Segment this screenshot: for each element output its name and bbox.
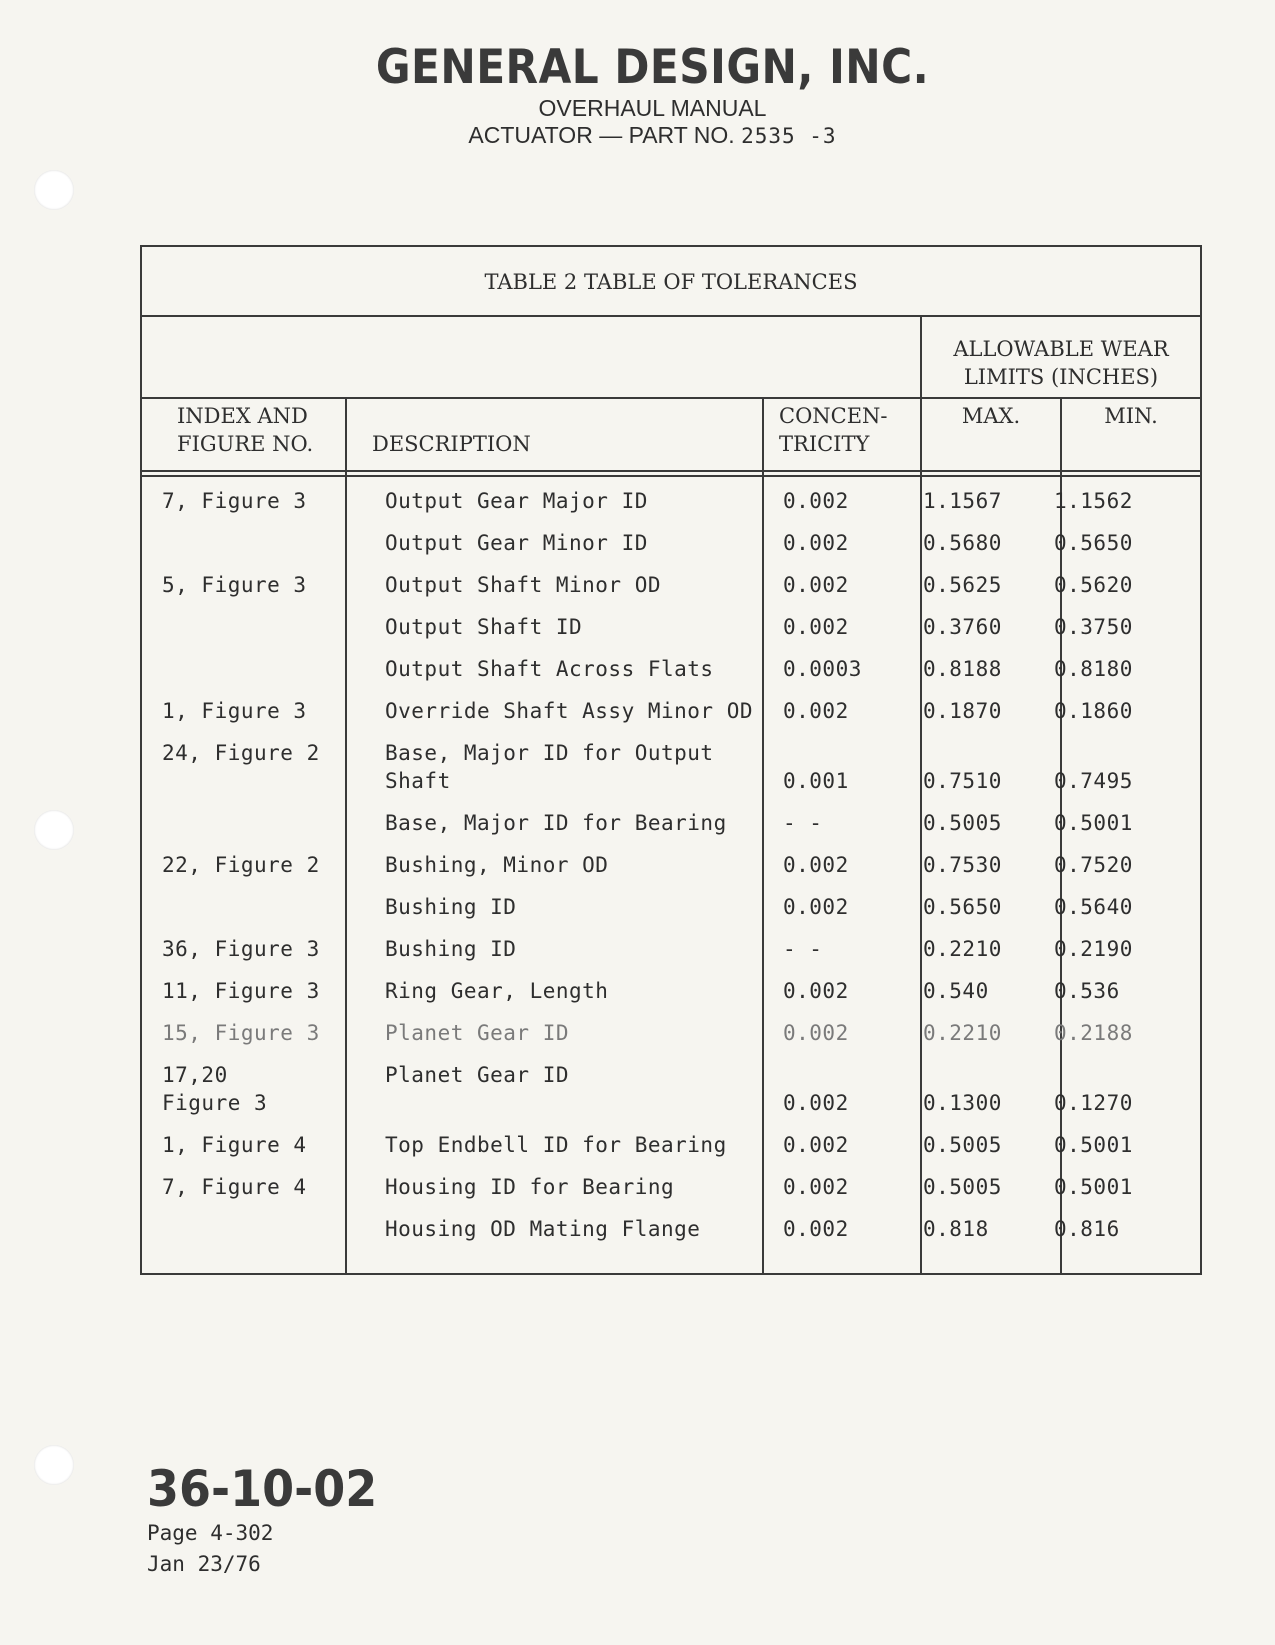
- cell-description: Bushing ID: [385, 937, 517, 961]
- cell-description: Ring Gear, Length: [385, 979, 609, 1003]
- page-footer: [147, 1460, 397, 1580]
- cell-description: Output Gear Minor ID: [385, 531, 648, 555]
- col-header-max: MAX.: [961, 404, 1021, 428]
- tolerances-table: [140, 245, 1202, 1275]
- cell-concentricity: 0.002: [783, 979, 849, 1003]
- cell-index: 7, Figure 4: [162, 1175, 307, 1199]
- cell-concentricity: 0.001: [783, 769, 849, 793]
- cell-concentricity: 0.002: [783, 853, 849, 877]
- col-header-concentricity: [779, 402, 888, 458]
- binder-hole: [34, 170, 74, 210]
- cell-index: 1, Figure 3: [162, 699, 307, 723]
- table-row: [142, 809, 1200, 837]
- cell-description: Base, Major ID for Output: [385, 741, 714, 765]
- cell-max: 0.5005: [923, 1133, 1002, 1157]
- cell-description: Bushing, Minor OD: [385, 853, 609, 877]
- part-number: 2535 -3: [741, 124, 837, 148]
- col-header-line: CONCEN-: [779, 404, 888, 428]
- manual-title: OVERHAUL MANUAL: [538, 95, 767, 121]
- cell-description: Bushing ID: [385, 895, 517, 919]
- cell-concentricity: 0.002: [783, 895, 849, 919]
- binder-hole: [34, 810, 74, 850]
- cell-min: 0.5001: [1054, 811, 1133, 835]
- cell-description: Planet Gear ID: [385, 1063, 570, 1087]
- cell-concentricity: 0.002: [783, 615, 849, 639]
- cell-index: 36, Figure 3: [162, 937, 320, 961]
- cell-index: 7, Figure 3: [162, 489, 307, 513]
- cell-index: 22, Figure 2: [162, 853, 320, 877]
- cell-max: 0.1870: [923, 699, 1002, 723]
- cell-min: 0.5001: [1054, 1175, 1133, 1199]
- table-row: [142, 571, 1200, 599]
- cell-max: 0.5650: [923, 895, 1002, 919]
- cell-min: 0.5001: [1054, 1133, 1133, 1157]
- col-header-line: TRICITY: [779, 432, 870, 456]
- table-row: [142, 487, 1200, 515]
- part-prefix: ACTUATOR — PART NO.: [468, 122, 735, 148]
- col-header-line: FIGURE NO.: [177, 432, 314, 456]
- table-row: [142, 935, 1200, 963]
- table-title: TABLE 2 TABLE OF TOLERANCES: [484, 270, 858, 294]
- cell-min: 1.1562: [1054, 489, 1133, 513]
- doc-number: 36-10-02: [147, 1460, 378, 1518]
- cell-min: 0.5650: [1054, 531, 1133, 555]
- table-row: [142, 1061, 1200, 1117]
- cell-min: 0.5620: [1054, 573, 1133, 597]
- company-name: GENERAL DESIGN, INC.: [375, 40, 930, 95]
- cell-concentricity: 0.002: [783, 699, 849, 723]
- cell-description: Override Shaft Assy Minor OD: [385, 699, 754, 723]
- cell-min: 0.816: [1054, 1217, 1120, 1241]
- cell-index: 24, Figure 2: [162, 741, 320, 765]
- table-row: [142, 739, 1200, 795]
- cell-max: 0.540: [923, 979, 989, 1003]
- table-row: [142, 851, 1200, 879]
- cell-concentricity: - -: [783, 811, 823, 835]
- cell-description: Planet Gear ID: [385, 1021, 570, 1045]
- cell-description: Output Shaft Across Flats: [385, 657, 714, 681]
- cell-concentricity: 0.0003: [783, 657, 862, 681]
- part-line: [30, 122, 1275, 150]
- cell-min: 0.8180: [1054, 657, 1133, 681]
- table-row: [142, 893, 1200, 921]
- col-header-line: INDEX AND: [177, 404, 308, 428]
- cell-concentricity: 0.002: [783, 531, 849, 555]
- cell-concentricity: - -: [783, 937, 823, 961]
- page-header: [0, 40, 1275, 150]
- table-row: [142, 697, 1200, 725]
- cell-concentricity: 0.002: [783, 1217, 849, 1241]
- cell-description: Housing OD Mating Flange: [385, 1217, 701, 1241]
- cell-description: Output Gear Major ID: [385, 489, 648, 513]
- cell-max: 1.1567: [923, 489, 1002, 513]
- cell-min: 0.2190: [1054, 937, 1133, 961]
- col-header-description: DESCRIPTION: [372, 432, 531, 456]
- cell-index: 5, Figure 3: [162, 573, 307, 597]
- binder-hole: [34, 1445, 74, 1485]
- cell-max: 0.2210: [923, 937, 1002, 961]
- cell-max: 0.3760: [923, 615, 1002, 639]
- cell-min: 0.7495: [1054, 769, 1133, 793]
- cell-max: 0.1300: [923, 1091, 1002, 1115]
- cell-min: 0.2188: [1054, 1021, 1133, 1045]
- cell-min: 0.5640: [1054, 895, 1133, 919]
- cell-concentricity: 0.002: [783, 1021, 849, 1045]
- cell-index: 1, Figure 4: [162, 1133, 307, 1157]
- cell-max: 0.7510: [923, 769, 1002, 793]
- col-header-min: MIN.: [1104, 404, 1158, 428]
- cell-index: 11, Figure 3: [162, 979, 320, 1003]
- cell-concentricity: 0.002: [783, 1091, 849, 1115]
- col-header-index: [177, 402, 313, 458]
- table-row: [142, 1019, 1200, 1047]
- wear-header-line: ALLOWABLE WEAR: [953, 337, 1169, 361]
- cell-min: 0.1270: [1054, 1091, 1133, 1115]
- page-number: Page 4-302: [147, 1521, 274, 1545]
- page-date: Jan 23/76: [147, 1552, 261, 1576]
- cell-concentricity: 0.002: [783, 489, 849, 513]
- cell-description: Base, Major ID for Bearing: [385, 811, 727, 835]
- cell-max: 0.5625: [923, 573, 1002, 597]
- cell-description: Output Shaft Minor OD: [385, 573, 662, 597]
- cell-max: 0.7530: [923, 853, 1002, 877]
- cell-min: 0.1860: [1054, 699, 1133, 723]
- table-row: [142, 655, 1200, 683]
- cell-min: 0.7520: [1054, 853, 1133, 877]
- table-row: [142, 529, 1200, 557]
- cell-concentricity: 0.002: [783, 1175, 849, 1199]
- cell-concentricity: 0.002: [783, 573, 849, 597]
- cell-min: 0.536: [1054, 979, 1120, 1003]
- cell-max: 0.5005: [923, 1175, 1002, 1199]
- cell-max: 0.2210: [923, 1021, 1002, 1045]
- wear-header-line: LIMITS (INCHES): [963, 365, 1159, 389]
- table-row: [142, 613, 1200, 641]
- cell-description: Housing ID for Bearing: [385, 1175, 675, 1199]
- cell-index: 17,20: [162, 1063, 228, 1087]
- table-row: [142, 1173, 1200, 1201]
- cell-description: Top Endbell ID for Bearing: [385, 1133, 727, 1157]
- table-row: [142, 977, 1200, 1005]
- cell-max: 0.5680: [923, 531, 1002, 555]
- table-row: [142, 1215, 1200, 1243]
- cell-concentricity: 0.002: [783, 1133, 849, 1157]
- cell-min: 0.3750: [1054, 615, 1133, 639]
- cell-max: 0.8188: [923, 657, 1002, 681]
- table-row: [142, 1131, 1200, 1159]
- cell-index: 15, Figure 3: [162, 1021, 320, 1045]
- wear-header: [922, 335, 1200, 391]
- cell-max: 0.818: [923, 1217, 989, 1241]
- cell-max: 0.5005: [923, 811, 1002, 835]
- cell-index: Figure 3: [162, 1091, 268, 1115]
- cell-description: Output Shaft ID: [385, 615, 583, 639]
- cell-description: Shaft: [385, 769, 451, 793]
